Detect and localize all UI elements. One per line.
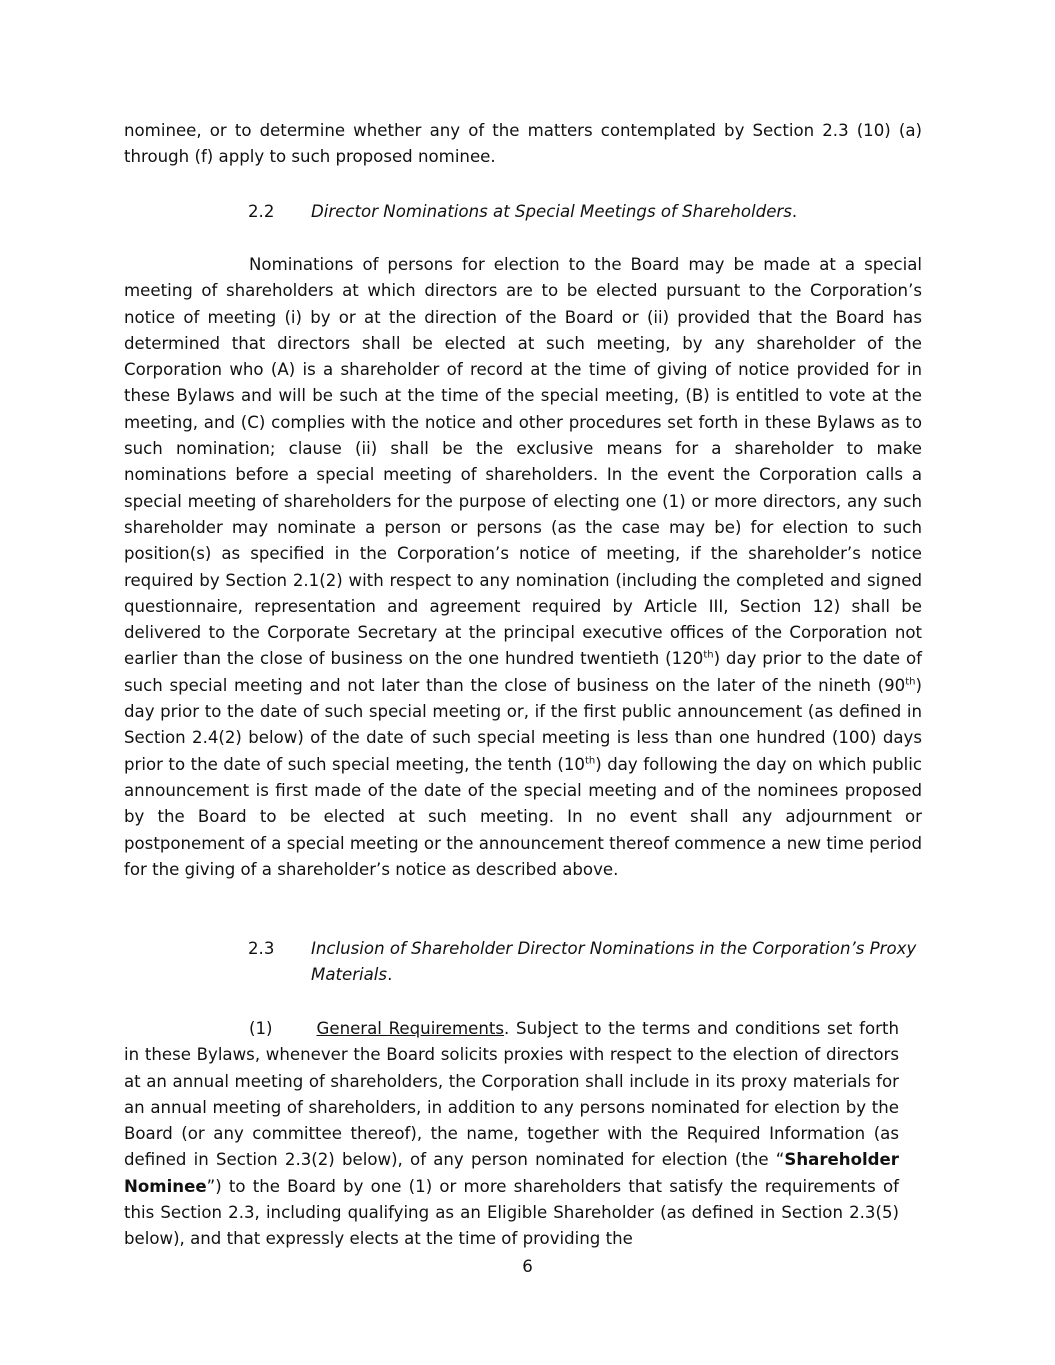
section-number: 2.2 (248, 202, 275, 221)
intro-paragraph: nominee, or to determine whether any of the matters contemplated by Section 2.3 (10) (a) through (f) apply to such proposed nominee. (124, 121, 922, 167)
subsection-heading: General Requirements (316, 1019, 505, 1038)
section-title: Director Nominations at Special Meetings of Shareholders. (311, 202, 798, 221)
section-2-3-heading (0, 936, 1055, 990)
section-2-2-heading (0, 199, 1055, 226)
page-number: 6 (522, 1257, 533, 1276)
section-2-2-body: Nominations of persons for election to the Board may be made at a special meeting of shareholders at which directors are to be elected pursuant to the Corporation’s notice of meeting (i) by or at the direction of the Board or (ii) provided that the Board has determined that directors shall be elected at such meeting, by any shareholder of the Corporation who (A) is a shareholder of record at the time of giving of notice provided for in these Bylaws and will be such at the time of the special meeting, (B) is entitled to vote at the meeting, and (C) complies with the notice and other procedures set forth in these Bylaws as to such nomination; clause (ii) shall be the exclusive means for a shareholder to make nominations before a special meeting of shareholders. In the event the Corporation calls a special meeting of shareholders for the purpose of electing one (1) or more directors, any such shareholder may nominate a person or persons (as the case may be) for election to such position(s) as specified in the Corporation’s notice of meeting, if the shareholder’s notice required by Section 2.1(2) with respect to any nomination (including the completed and signed questionnaire, representation and agreement required by Article III, Section 12) shall be delivered to the Corporate Secretary at the principal executive offices of the Corporation not earlier than the close of business on the one hundred twentieth (120th) day prior to the date of such special meeting and not later than the close of business on the later of the nineth (90th) day prior to the date of such special meeting or, if the first public announcement (as defined in Section 2.4(2) below) of the date of such special meeting is less than one hundred (100) days prior to the date of such special meeting, the tenth (10th) day following the day on which public announcement is first made of the date of the special meeting and of the nominees proposed by the Board to be elected at such meeting. In no event shall any adjournment or postponement of a special meeting or the announcement thereof commence a new time period for the giving of a shareholder’s notice as described above. (124, 255, 922, 879)
section-number: 2.3 (248, 939, 275, 958)
section-2-3-1-paragraph: (1) General Requirements. Subject to the terms and conditions set forth in these Bylaws, whenever the Board solicits proxies with respect to the election of directors at an annual meeting of shareholders, the Corporation shall include in its proxy materials for an annual meeting of shareholders, in addition to any persons nominated for election by the Board (or any committee thereof), the name, together with the Required Information (as defined in Section 2.3(2) below), of any person nominated for election (the “Shareholder Nominee”) to the Board by one (1) or more shareholders that satisfy the requirements of this Section 2.3, including qualifying as an Eligible Shareholder (as defined in Section 2.3(5) below), and that expressly elects at the time of providing the (124, 1019, 899, 1249)
defined-term: Shareholder Nominee (124, 1150, 899, 1196)
section-title-line-1: Inclusion of Shareholder Director Nominations in the Corporation’s Proxy (311, 939, 917, 958)
section-title-line-2: Materials. (311, 965, 393, 984)
subsection-number: (1) (249, 1019, 273, 1038)
